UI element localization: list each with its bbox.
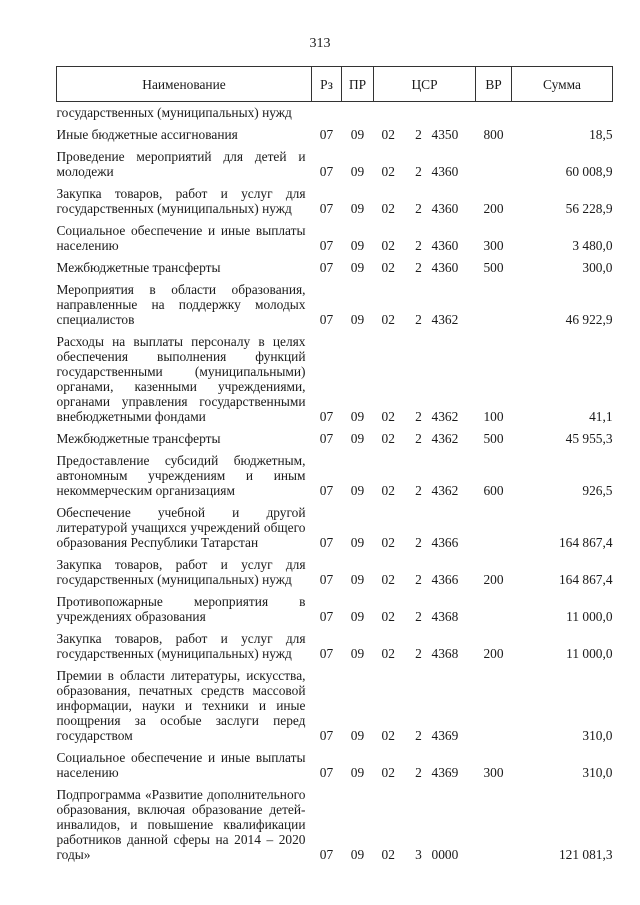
- cell-csr-direction: 4350: [431, 127, 459, 142]
- cell-pr: 09: [350, 765, 365, 780]
- table-row: [57, 275, 613, 327]
- cell-pr: 09: [350, 164, 365, 179]
- cell-sum: 46 922,9: [565, 312, 613, 327]
- cell-name: Закупка товаров, работ и услуг для государственных (муниципальных) нужд: [56, 186, 306, 216]
- cell-csr-direction: 4362: [431, 483, 459, 498]
- cell-vr: 200: [483, 646, 504, 661]
- table-header: [57, 67, 613, 102]
- cell-name: Обеспечение учебной и другой литературой учащихся учреждений общего образования Республики Татарстан: [56, 505, 306, 550]
- cell-csr-direction: 4360: [431, 201, 459, 216]
- cell-name: Расходы на выплаты персоналу в целях обеспечения выполнения функций государственными (муниципальными) органами, казенными учреждениями, органами управления государственными внебюджетными фондами: [56, 334, 306, 424]
- cell-csr-subprogram: [408, 102, 430, 121]
- cell-csr-subprogram: 3: [415, 847, 422, 862]
- cell-vr: 600: [483, 483, 504, 498]
- cell-csr-program: 02: [381, 238, 395, 253]
- cell-sum: 121 081,3: [558, 847, 613, 862]
- page-number: 313: [309, 36, 331, 51]
- cell-csr-program: 02: [381, 312, 395, 327]
- cell-pr: 09: [350, 409, 365, 424]
- cell-sum: 60 008,9: [565, 164, 613, 179]
- cell-csr-direction: 4360: [431, 260, 459, 275]
- cell-name: Иные бюджетные ассигнования: [56, 127, 238, 142]
- cell-sum: 45 955,3: [565, 431, 613, 446]
- cell-csr-direction: 0000: [431, 847, 459, 862]
- table-body: [57, 102, 613, 863]
- cell-pr: [342, 102, 374, 121]
- cell-sum: 11 000,0: [566, 646, 613, 661]
- cell-csr-program: 02: [381, 260, 395, 275]
- cell-csr-direction: 4362: [431, 409, 459, 424]
- cell-vr: [476, 498, 512, 550]
- cell-csr-direction: 4368: [431, 609, 459, 624]
- cell-vr: [476, 102, 512, 121]
- cell-csr-subprogram: 2: [415, 238, 422, 253]
- table-row: [57, 446, 613, 498]
- table-row: [57, 624, 613, 661]
- cell-rz: 07: [319, 431, 334, 446]
- cell-csr-program: 02: [381, 572, 395, 587]
- cell-csr-program: 02: [381, 765, 395, 780]
- cell-sum: 300,0: [582, 260, 613, 275]
- cell-name: Предоставление субсидий бюджетным, автономным учреждениям и иным некоммерческим организациям: [56, 453, 306, 498]
- cell-csr-subprogram: 2: [415, 646, 422, 661]
- cell-name: Межбюджетные трансферты: [56, 431, 221, 446]
- cell-name: Социальное обеспечение и иные выплаты населению: [56, 223, 306, 253]
- cell-rz: 07: [319, 765, 334, 780]
- cell-vr: [476, 780, 512, 862]
- cell-sum: 11 000,0: [566, 609, 613, 624]
- cell-rz: 07: [319, 847, 334, 862]
- cell-csr-subprogram: 2: [415, 260, 422, 275]
- cell-csr-subprogram: 2: [415, 728, 422, 743]
- cell-pr: 09: [350, 127, 365, 142]
- cell-sum: 164 867,4: [558, 535, 613, 550]
- table-row: [57, 587, 613, 624]
- cell-sum: 310,0: [582, 765, 613, 780]
- cell-pr: 09: [350, 535, 365, 550]
- cell-pr: 09: [350, 238, 365, 253]
- cell-vr: [476, 142, 512, 179]
- cell-vr: 800: [483, 127, 504, 142]
- cell-rz: 07: [319, 312, 334, 327]
- cell-rz: 07: [319, 609, 334, 624]
- cell-vr: 500: [483, 431, 504, 446]
- cell-csr-program: 02: [381, 728, 395, 743]
- cell-csr-direction: 4369: [431, 765, 459, 780]
- cell-vr: 300: [483, 238, 504, 253]
- table-row: [57, 424, 613, 446]
- cell-sum: 3 480,0: [572, 238, 613, 253]
- header-pr: ПР: [342, 67, 374, 102]
- header-vr: ВР: [476, 67, 512, 102]
- cell-vr: [476, 661, 512, 743]
- cell-csr-direction: 4362: [431, 312, 459, 327]
- cell-name: Закупка товаров, работ и услуг для государственных (муниципальных) нужд: [56, 631, 306, 661]
- table-row: [57, 498, 613, 550]
- cell-rz: 07: [319, 572, 334, 587]
- cell-vr: 100: [483, 409, 504, 424]
- cell-csr-subprogram: 2: [415, 431, 422, 446]
- table-row: [57, 253, 613, 275]
- cell-pr: 09: [350, 483, 365, 498]
- cell-rz: 07: [319, 483, 334, 498]
- cell-csr-program: 02: [381, 483, 395, 498]
- cell-vr: 200: [483, 572, 504, 587]
- header-csr: ЦСР: [374, 67, 476, 102]
- table-row: [57, 550, 613, 587]
- cell-rz: 07: [319, 238, 334, 253]
- cell-name: Подпрограмма «Развитие дополнительного образования, включая образование детей-инвалидов, и повышение квалификации работников данной сферы на 2014 – 2020 годы»: [56, 787, 306, 862]
- header-name: Наименование: [57, 67, 312, 102]
- cell-rz: 07: [319, 728, 334, 743]
- cell-pr: 09: [350, 646, 365, 661]
- cell-csr-direction: 4368: [431, 646, 459, 661]
- cell-vr: 200: [483, 201, 504, 216]
- cell-csr-program: 02: [381, 127, 395, 142]
- cell-name: государственных (муниципальных) нужд: [56, 105, 292, 120]
- cell-csr-subprogram: 2: [415, 312, 422, 327]
- cell-csr-program: 02: [381, 201, 395, 216]
- table-row: [57, 179, 613, 216]
- cell-csr-program: 02: [381, 431, 395, 446]
- cell-csr-program: 02: [381, 164, 395, 179]
- cell-rz: 07: [319, 646, 334, 661]
- cell-csr-direction: 4360: [431, 238, 459, 253]
- cell-csr-direction: 4360: [431, 164, 459, 179]
- cell-pr: 09: [350, 609, 365, 624]
- cell-csr-subprogram: 2: [415, 201, 422, 216]
- budget-table: [56, 66, 613, 862]
- cell-vr: 300: [483, 765, 504, 780]
- cell-rz: 07: [319, 409, 334, 424]
- cell-csr-direction: 4369: [431, 728, 459, 743]
- table-row: [57, 142, 613, 179]
- cell-rz: 07: [319, 535, 334, 550]
- cell-csr-subprogram: 2: [415, 164, 422, 179]
- cell-rz: 07: [319, 201, 334, 216]
- table-row: [57, 216, 613, 253]
- header-sum: Сумма: [512, 67, 613, 102]
- cell-vr: 500: [483, 260, 504, 275]
- cell-name: Противопожарные мероприятия в учреждениях образования: [56, 594, 306, 624]
- cell-pr: 09: [350, 201, 365, 216]
- cell-pr: 09: [350, 847, 365, 862]
- cell-rz: 07: [319, 164, 334, 179]
- table-row: [57, 661, 613, 743]
- cell-pr: 09: [350, 572, 365, 587]
- cell-csr-program: 02: [381, 609, 395, 624]
- cell-rz: 07: [319, 260, 334, 275]
- cell-pr: 09: [350, 728, 365, 743]
- cell-name: Премии в области литературы, искусства, образования, печатных средств массовой информации, науки и техники и иные поощрения за особые заслуги перед государством: [56, 668, 306, 743]
- cell-sum: 310,0: [582, 728, 613, 743]
- cell-name: Мероприятия в области образования, направленные на поддержку молодых специалистов: [56, 282, 306, 327]
- cell-pr: 09: [350, 260, 365, 275]
- cell-csr-subprogram: 2: [415, 572, 422, 587]
- table-row: [57, 743, 613, 780]
- cell-csr-subprogram: 2: [415, 609, 422, 624]
- cell-csr-direction: 4366: [431, 572, 459, 587]
- cell-sum: 56 228,9: [565, 201, 613, 216]
- cell-csr-subprogram: 2: [415, 483, 422, 498]
- header-rz: Рз: [312, 67, 342, 102]
- cell-pr: 09: [350, 312, 365, 327]
- table-row: [57, 780, 613, 862]
- cell-csr-subprogram: 2: [415, 765, 422, 780]
- cell-rz: [312, 102, 342, 121]
- cell-csr-direction: [430, 102, 476, 121]
- cell-csr-program: 02: [381, 847, 395, 862]
- cell-sum: 18,5: [589, 127, 613, 142]
- cell-sum: 926,5: [582, 483, 613, 498]
- cell-name: Социальное обеспечение и иные выплаты населению: [56, 750, 306, 780]
- cell-rz: 07: [319, 127, 334, 142]
- table-row: [57, 120, 613, 142]
- cell-pr: 09: [350, 431, 365, 446]
- cell-csr-program: 02: [381, 646, 395, 661]
- cell-csr-program: [374, 102, 408, 121]
- cell-csr-direction: 4362: [431, 431, 459, 446]
- cell-vr: [476, 587, 512, 624]
- cell-sum: 164 867,4: [558, 572, 613, 587]
- cell-sum: [512, 102, 613, 121]
- cell-name: Проведение мероприятий для детей и молодежи: [56, 149, 306, 179]
- cell-csr-program: 02: [381, 535, 395, 550]
- cell-csr-program: 02: [381, 409, 395, 424]
- cell-sum: 41,1: [589, 409, 613, 424]
- cell-name: Межбюджетные трансферты: [56, 260, 221, 275]
- cell-csr-direction: 4366: [431, 535, 459, 550]
- table-row: [57, 102, 613, 121]
- cell-csr-subprogram: 2: [415, 127, 422, 142]
- cell-name: Закупка товаров, работ и услуг для государственных (муниципальных) нужд: [56, 557, 306, 587]
- cell-csr-subprogram: 2: [415, 535, 422, 550]
- table-row: [57, 327, 613, 424]
- cell-vr: [476, 275, 512, 327]
- cell-csr-subprogram: 2: [415, 409, 422, 424]
